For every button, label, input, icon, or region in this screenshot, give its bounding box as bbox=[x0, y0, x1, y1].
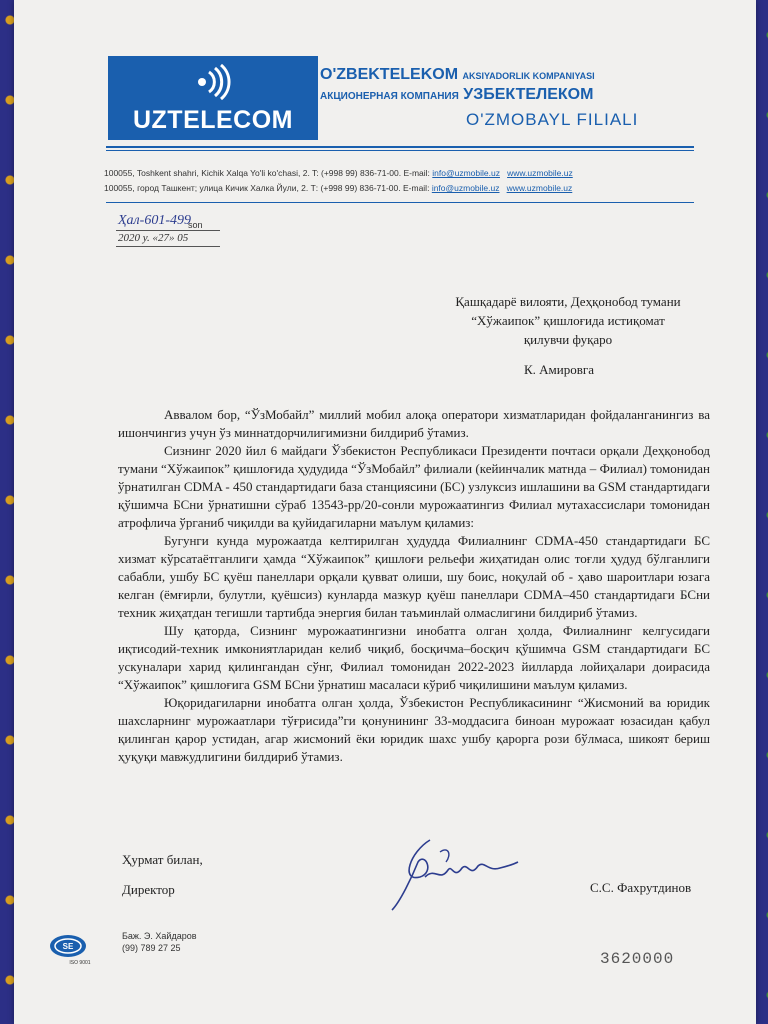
email-link-ru[interactable]: info@uzmobile.uz bbox=[431, 183, 500, 193]
address-rule bbox=[106, 202, 694, 203]
reference-son: son bbox=[188, 220, 203, 230]
body-paragraph-1: Аввалом бор, “ЎзМобайл” миллий мобил алоқа оператори хизматларидан фойдаланганингиз ва ишончингиз учун ўз миннатдорчилигимизни билдириб ўтамиз. bbox=[118, 407, 710, 440]
letter-body bbox=[118, 406, 710, 766]
closing-regards: Ҳурмат билан, bbox=[122, 852, 203, 867]
performer-phone: (99) 789 27 25 bbox=[122, 943, 181, 953]
signal-waves-icon bbox=[192, 64, 232, 100]
body-paragraph-2: Сизнинг 2020 йил 6 майдаги Ўзбекистон Республикаси Президенти почтаси орқали Деҳқонобод тумани “Хўжаипок” қишлоғида ҳудудида “ЎзМобайл” филиали (кейинчалик матнда – Филиал) томонидан ўрнатилган CDMA - 450 стандартидаги база станциясини (БС) узлуксиз ишлашини ва GSM стандартидаги қўшимча БСни ўрнатишни сўраб 13543-рр/20-сонли мурожаатингиз Филиал мутахассислари томонидан атрофлича ўрганиб чиқилди ва қуйидагиларни маълум қиламиз: bbox=[118, 443, 710, 530]
address-ru bbox=[104, 183, 572, 193]
recipient-line2: “Хўжаипок” қишлоғида истиқомат bbox=[471, 313, 665, 328]
svg-text:SE: SE bbox=[62, 942, 74, 951]
recipient-name: К. Амировга bbox=[524, 362, 594, 377]
company-name-ru bbox=[320, 86, 593, 104]
address-uz-text: 100055, Toshkent shahri, Kichik Xalqa Yo'li ko'chasi, 2. T: (+998 99) 836-71-00. E-mail: bbox=[104, 168, 430, 178]
recipient-line3: қилувчи фуқаро bbox=[523, 332, 613, 347]
serial-number: 3620000 bbox=[600, 950, 675, 968]
website-link-uz[interactable]: www.uzmobile.uz bbox=[507, 168, 573, 178]
logo-text: UZTELECOM bbox=[132, 106, 294, 134]
recipient-block bbox=[418, 292, 718, 349]
performer-block bbox=[122, 930, 197, 954]
uztelecom-logo bbox=[108, 56, 318, 140]
email-link-uz[interactable]: info@uzmobile.uz bbox=[432, 168, 500, 178]
recipient-line1: Қашқадарё вилояти, Деҳқонобод тумани bbox=[455, 294, 681, 309]
website-link-ru[interactable]: www.uzmobile.uz bbox=[506, 183, 573, 193]
body-paragraph-5: Юқоридагиларни инобатга олган ҳолда, Ўзбекистон Республикасининг “Жисмоний ва юридик шахсларнинг мурожаатлари тўғрисида”ги қонунининг 33-моддасига биноан мурожаат юзасидан қабул қилинган қарор устидан, агар жисмоний ёки юридик шахс ушбу қарорга рози бўлмаса, шикоят бериш ҳуқуқи мавжудлигини билдириб ўтамиз. bbox=[118, 695, 710, 764]
header-rule-bottom bbox=[106, 150, 694, 151]
reference-number: Ҳал-601-499 bbox=[118, 213, 191, 228]
body-paragraph-3: Бугунги кунда мурожаатда келтирилган ҳудудда Филиалнинг CDMA-450 стандартидаги БС хизмат кўрсатаётганлиги ҳамда “Хўжаипок” қишлоғи рельефи жиҳатидан олис тоғли ҳудуд бўлганлиги сабабли, ушбу БС қуёш панеллари орқали қувват олиши, шу боис, ноқулай об - ҳаво шароитлари юзага келган (ёмғирли, булутли, қуёшсиз) кунларда мазкур қуёш панеллари CDMA–450 стандартидаги БСни техник жиҳатдан тегишли тартибда энергия билан таъминлай олмаслигини билдириб ўтамиз. bbox=[118, 533, 710, 620]
company-uz: O'ZBEKTELEKOM bbox=[320, 66, 459, 83]
closing-title: Директор bbox=[122, 882, 175, 897]
reference-date: 2020 у. «27» 05 bbox=[118, 232, 189, 244]
iso-seal bbox=[48, 932, 94, 966]
company-ru: УЗБЕКТЕЛЕКОМ bbox=[463, 86, 594, 103]
body-paragraph-4: Шу қаторда, Сизнинг мурожаатингизни инобатга олган ҳолда, Филиалнинг келгусидаги иқтисодий-техник имкониятларидан келиб чиқиб, босқичма–босқич қўшимча GSM стандартидаги БС ускуналари харид қилингандан сўнг, Филиал томонидан 2022-2023 йилларда лойиҳалари доирасида “Хўжаипок” қишлоғига GSM БСни ўрнатиш масаласи кўриб чиқилишини маълум қиламиз. bbox=[118, 623, 710, 692]
signer-name: С.С. Фахрутдинов bbox=[590, 880, 692, 895]
address-ru-text: 100055, город Ташкент; улица Кичик Халка Йули, 2. Т: (+998 99) 836-71-00. E-mail: bbox=[104, 183, 430, 193]
branch-name: O'ZMOBAYL FILIALI bbox=[466, 110, 639, 129]
company-uz-suffix: AKSIYADORLIK KOMPANIYASI bbox=[462, 71, 595, 81]
reference-number-line bbox=[116, 230, 220, 231]
performer-name: Бaж. Э. Хайдаров bbox=[122, 931, 197, 941]
address-uz bbox=[104, 168, 573, 178]
seal-text: ISO 9001 bbox=[69, 960, 91, 966]
reference-date-line bbox=[116, 246, 220, 247]
handwritten-signature bbox=[390, 832, 520, 912]
header-rule-top bbox=[106, 146, 694, 148]
company-ru-prefix: АКЦИОНЕРНАЯ КОМПАНИЯ bbox=[320, 91, 459, 102]
company-name-uz bbox=[320, 66, 595, 84]
